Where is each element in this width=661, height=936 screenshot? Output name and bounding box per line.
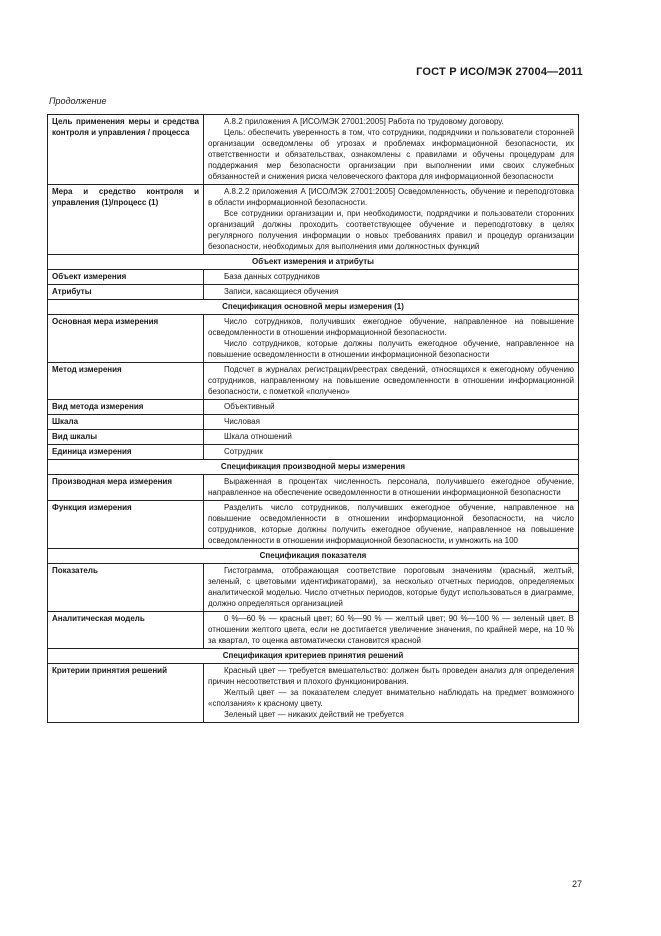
section-header-row [48,549,579,564]
row-value-paragraph: Гистограмма, отображающая соответствие пороговым значениям (красный, желтый, зеленый, с цветовыми идентификаторами), за несколько отчетных периодов, определяемых аналитической моделью. Число отчетных периодов, которые будут использоваться в диаграмме, должно определяться организацией [208,566,574,608]
table-row [48,430,579,445]
row-value [204,415,579,430]
specification-table [47,114,579,723]
row-label: Единица измерения [48,445,204,460]
document-header-title: ГОСТ Р ИСО/МЭК 27004—2011 [416,66,583,78]
section-title: Спецификация производной меры измерения [48,460,579,475]
row-value-paragraph: Числовая [224,417,260,426]
row-value [204,664,579,723]
row-value-paragraph: Шкала отношений [224,432,292,441]
section-title: Объект измерения и атрибуты [48,255,579,270]
row-label: Шкала [48,415,204,430]
row-label: Производная мера измерения [48,475,204,501]
row-label: Критерии принятия решений [48,664,204,723]
row-value-paragraph: А.8.2.2 приложения А [ИСО/МЭК 27001:2005] Осведомленность, обучение и переподготовка в области информационной безопасности. [208,187,574,207]
section-header-row [48,300,579,315]
row-value-paragraph: Подсчет в журналах регистрации/реестрах сведений, относящихся к ежегодному обучению сотрудников, направленному на повышение осведомленности в отношении информационной безопасности, с пометкой «получено» [208,365,574,396]
table-row [48,612,579,649]
row-value-paragraph: Записи, касающиеся обучения [224,287,339,296]
row-value-paragraph: Зеленый цвет — никаких действий не требуется [224,710,404,719]
row-value [204,363,579,400]
row-value [204,564,579,612]
row-value-paragraph: Разделить число сотрудников, получивших ежегодное обучение, направленное на повышение осведомленности в отношении информационной безопасности, на число сотрудников, которые должны получить ежегодное обучение, направленное на повышение осведомленности в отношении информационной безопасности, и умножить на 100 [208,503,574,545]
row-value-paragraph: Объективный [224,402,275,411]
row-value-paragraph: А.8.2 приложения А [ИСО/МЭК 27001:2005] Работа по трудовому договору. [224,117,504,126]
table-row [48,501,579,549]
row-value-paragraph: Выраженная в процентах численность персонала, получившего ежегодное обучение, направленное на обеспечение осведомленности в отношении информационной безопасности [208,477,574,497]
row-value-paragraph: База данных сотрудников [224,272,320,281]
row-value [204,270,579,285]
row-value [204,400,579,415]
section-title: Спецификация показателя [48,549,579,564]
row-value [204,430,579,445]
table-row [48,363,579,400]
row-label: Цель применения меры и средства контроля и управления / процесса [48,115,204,185]
table-row [48,475,579,501]
continuation-label: Продолжение [49,96,107,106]
row-value [204,115,579,185]
row-label: Основная мера измерения [48,315,204,363]
row-value-paragraph: Цель: обеспечить уверенность в том, что сотрудники, подрядчики и пользователи сторонней организации осведомлены об угрозах и проблемах информационной безопасности, их ответственности и обязательствах, ознакомлены с правилами и обучены процедурам для поддержания мер безопасности организации при выполнении ими своих служебных обязанностей и снижения риска человеческого фактора для информационной безопасности [208,128,574,181]
row-value-paragraph: Число сотрудников, которые должны получить ежегодное обучение, направленное на повышение осведомленности в отношении информационной безопасности [208,339,574,359]
section-header-row [48,649,579,664]
section-header-row [48,255,579,270]
table-row [48,564,579,612]
row-value [204,185,579,255]
row-value [204,475,579,501]
row-value-paragraph: Сотрудник [224,447,263,456]
row-label: Метод измерения [48,363,204,400]
row-label: Аналитическая модель [48,612,204,649]
row-value [204,445,579,460]
row-label: Мера и средство контроля и управления (1)/процесс (1) [48,185,204,255]
specification-table-body [48,115,579,723]
table-row [48,285,579,300]
table-row [48,185,579,255]
row-value-paragraph: 0 %—60 % — красный цвет; 60 %—90 % — желтый цвет; 90 %—100 % — зеленый цвет. В отношении желтого цвета, если не достигается увеличение значения, по крайней мере, на 10 % за квартал, то оценка автоматически становится красной [208,614,574,645]
table-row [48,445,579,460]
row-label: Функция измерения [48,501,204,549]
row-value-paragraph: Число сотрудников, получивших ежегодное обучение, направленное на повышение осведомленности в отношении информационной безопасности. [208,317,574,337]
section-title: Спецификация основной меры измерения (1) [48,300,579,315]
row-label: Атрибуты [48,285,204,300]
row-value-paragraph: Все сотрудники организации и, при необходимости, подрядчики и пользователи сторонних организаций должны проходить соответствующее обучение и переподготовку в целях регулярного получения информации о новых требованиях правил и процедур организации безопасности, необходимых для выполнения ими должностных функций [208,209,574,251]
table-row [48,400,579,415]
section-title: Спецификация критериев принятия решений [48,649,579,664]
table-row [48,115,579,185]
row-value [204,501,579,549]
row-label: Вид метода измерения [48,400,204,415]
row-value [204,285,579,300]
row-value-paragraph: Красный цвет — требуется вмешательство: должен быть проведен анализ для определения причин несоответствия и плохого функционирования. [208,666,574,686]
row-value-paragraph: Желтый цвет — за показателем следует внимательно наблюдать на предмет возможного «сползания» к красному цвету. [208,688,574,708]
page-number: 27 [571,879,582,889]
row-value [204,612,579,649]
table-row [48,415,579,430]
row-value [204,315,579,363]
row-label: Вид шкалы [48,430,204,445]
table-row [48,664,579,723]
section-header-row [48,460,579,475]
table-row [48,270,579,285]
table-row [48,315,579,363]
row-label: Объект измерения [48,270,204,285]
row-label: Показатель [48,564,204,612]
